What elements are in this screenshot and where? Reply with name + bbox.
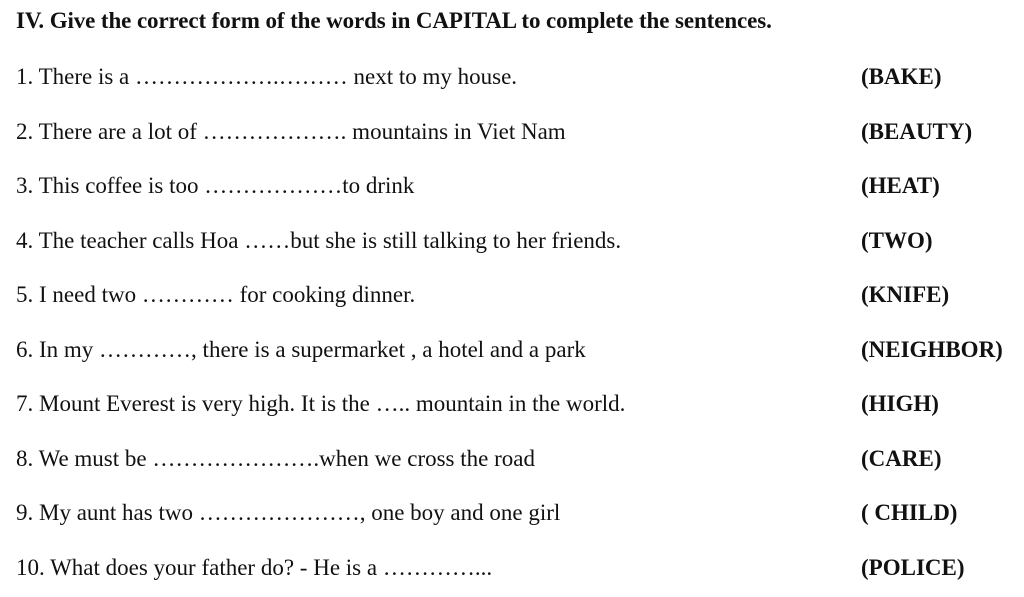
sentence-text: 1. There is a ……………….……… next to my house. xyxy=(16,64,518,89)
capital-word: (KNIFE) xyxy=(861,282,950,307)
exercise-item xyxy=(16,64,1020,96)
sentence-text: 2. There are a lot of ………………. mountains in Viet Nam xyxy=(16,119,566,144)
exercise-item xyxy=(16,228,1020,260)
exercise-item xyxy=(16,119,1020,151)
exercise-item xyxy=(16,173,1020,205)
exercise-item xyxy=(16,282,1020,314)
capital-word: (BAKE) xyxy=(861,64,942,89)
sentence-text: 3. This coffee is too ………………to drink xyxy=(16,173,415,198)
capital-word: (CARE) xyxy=(861,446,942,471)
exercise-item xyxy=(16,391,1020,423)
exercise-item xyxy=(16,555,1020,587)
capital-word: (HEAT) xyxy=(861,173,940,198)
exercise-item xyxy=(16,500,1020,532)
sentence-text: 8. We must be ………………….when we cross the road xyxy=(16,446,535,471)
capital-word: (BEAUTY) xyxy=(861,119,973,144)
sentence-text: 4. The teacher calls Hoa ……but she is still talking to her friends. xyxy=(16,228,622,253)
sentence-text: 7. Mount Everest is very high. It is the ….. mountain in the world. xyxy=(16,391,626,416)
sentence-text: 6. In my …………, there is a supermarket , a hotel and a park xyxy=(16,337,586,362)
capital-word: (HIGH) xyxy=(861,391,939,416)
sentence-text: 10. What does your father do? - He is a …………... xyxy=(16,555,493,580)
capital-word: (POLICE) xyxy=(861,555,965,580)
capital-word: (NEIGHBOR) xyxy=(861,337,1003,362)
capital-word: ( CHILD) xyxy=(861,500,958,525)
exercise-item xyxy=(16,337,1020,369)
sentence-text: 5. I need two ………… for cooking dinner. xyxy=(16,282,416,307)
sentence-text: 9. My aunt has two …………………, one boy and one girl xyxy=(16,500,561,525)
exercise-title: IV. Give the correct form of the words in CAPITAL to complete the sentences. xyxy=(16,8,772,33)
exercise-item xyxy=(16,446,1020,478)
capital-word: (TWO) xyxy=(861,228,933,253)
